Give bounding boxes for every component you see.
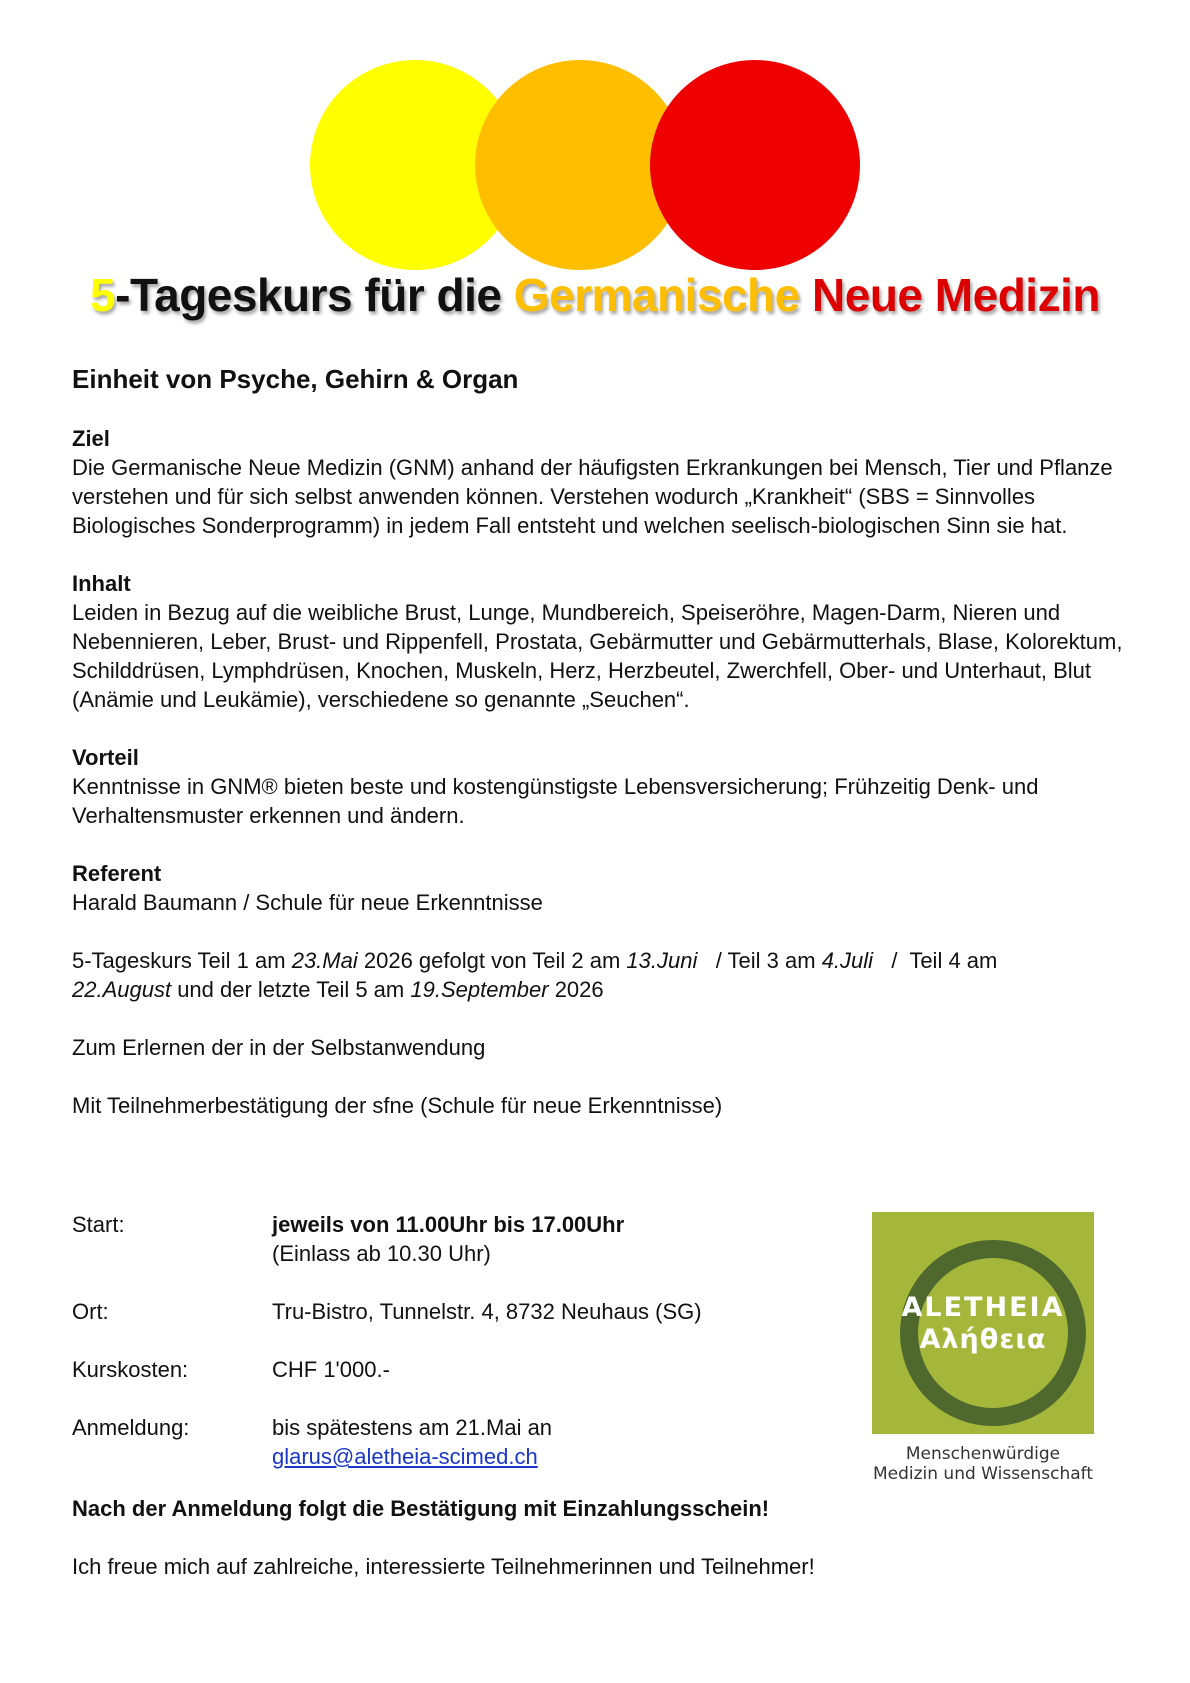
payment-notice: Nach der Anmeldung folgt die Bestätigung mit Einzahlungsschein! bbox=[72, 1496, 770, 1521]
red-circle bbox=[650, 60, 860, 270]
detail-row-anmeldung bbox=[72, 1413, 832, 1471]
schedule-text: / Teil 3 am bbox=[697, 948, 822, 973]
section-referent bbox=[72, 859, 1132, 917]
course-details bbox=[72, 1210, 832, 1500]
schedule-text: 2026 gefolgt von Teil 2 am bbox=[357, 948, 627, 973]
schedule-paragraph bbox=[72, 946, 1132, 1004]
section-heading: Referent bbox=[72, 861, 162, 886]
email-link[interactable]: glarus@aletheia-scimed.ch bbox=[272, 1444, 538, 1469]
section-vorteil bbox=[72, 743, 1132, 830]
schedule-date: 19.September bbox=[410, 977, 549, 1002]
subtitle: Einheit von Psyche, Gehirn & Organ bbox=[72, 364, 519, 394]
logo-text-latin: ALETHEIA bbox=[901, 1292, 1065, 1323]
logo-caption-line: Menschenwürdige bbox=[905, 1444, 1061, 1464]
detail-label: Start: bbox=[72, 1212, 125, 1237]
aletheia-logo bbox=[872, 1212, 1094, 1434]
main-content bbox=[72, 362, 1132, 1149]
detail-label: Anmeldung: bbox=[72, 1415, 190, 1440]
detail-row-kosten bbox=[72, 1355, 832, 1384]
schedule-text: 2026 bbox=[548, 977, 604, 1002]
logo-caption bbox=[860, 1444, 1106, 1484]
detail-value bbox=[272, 1413, 832, 1471]
detail-value bbox=[272, 1210, 832, 1268]
detail-value: CHF 1'000.- bbox=[272, 1357, 390, 1382]
footer bbox=[72, 1494, 1132, 1581]
section-ziel bbox=[72, 424, 1132, 540]
detail-label: Ort: bbox=[72, 1299, 109, 1324]
schedule-text: und der letzte Teil 5 am bbox=[171, 977, 411, 1002]
anmeldung-deadline: bis spätestens am 21.Mai an bbox=[272, 1415, 553, 1440]
detail-row-ort bbox=[72, 1297, 832, 1326]
section-inhalt bbox=[72, 569, 1132, 714]
section-heading: Vorteil bbox=[72, 745, 139, 770]
start-time: jeweils von 11.00Uhr bis 17.00Uhr bbox=[272, 1212, 625, 1237]
detail-row-start bbox=[72, 1210, 832, 1268]
detail-value: Tru-Bistro, Tunnelstr. 4, 8732 Neuhaus (SG) bbox=[272, 1299, 702, 1324]
schedule-text: / Teil 4 am bbox=[873, 948, 1004, 973]
title-part-1: -Tageskurs für die bbox=[115, 269, 514, 321]
section-body: Kenntnisse in GNM® bieten beste und kostengünstigste Lebensversicherung; Frühzeitig Denk- und Verhaltensmuster erkennen und ändern. bbox=[72, 774, 1039, 828]
closing-line: Ich freue mich auf zahlreiche, interessierte Teilnehmerinnen und Teilnehmer! bbox=[72, 1554, 815, 1579]
detail-label: Kurskosten: bbox=[72, 1357, 189, 1382]
logo-caption-line: Medizin und Wissenschaft bbox=[872, 1464, 1094, 1484]
section-body: Leiden in Bezug auf die weibliche Brust, Lunge, Mundbereich, Speiseröhre, Magen-Darm, Nieren und Nebennieren, Leber, Brust- und Rippenfell, Prostata, Gebärmutter und Gebärmutterhals, Blase, Kolorektum, Schilddrüsen, Lymphdrüsen, Knochen, Muskeln, Herz, Herzbeutel, Zwerchfell, Ober- und Unterhaut, Blut (Anämie und Leukämie), verschiedene so genannte „Seuchen“. bbox=[72, 600, 1123, 712]
schedule-date: 13.Juni bbox=[626, 948, 698, 973]
section-heading: Ziel bbox=[72, 426, 110, 451]
learn-paragraph: Zum Erlernen der in der Selbstanwendung bbox=[72, 1035, 486, 1060]
page-title bbox=[0, 268, 1190, 322]
schedule-date: 4.Juli bbox=[821, 948, 874, 973]
confirm-paragraph: Mit Teilnehmerbestätigung der sfne (Schule für neue Erkenntnisse) bbox=[72, 1093, 723, 1118]
schedule-text: 5-Tageskurs Teil 1 am bbox=[72, 948, 292, 973]
section-body: Die Germanische Neue Medizin (GNM) anhand der häufigsten Erkrankungen bei Mensch, Tier und Pflanze verstehen und für sich selbst anwenden können. Verstehen wodurch „Krankheit“ (SBS = Sinnvolles Biologisches Sonderprogramm) in jedem Fall entsteht und welchen seelisch-biologischen Sinn sie hat. bbox=[72, 455, 1113, 538]
title-number: 5 bbox=[90, 269, 116, 321]
schedule-date: 22.August bbox=[72, 977, 172, 1002]
title-part-3: Neue Medizin bbox=[799, 269, 1100, 321]
logo-text-greek: Αλήθεια bbox=[919, 1324, 1047, 1355]
start-note: (Einlass ab 10.30 Uhr) bbox=[272, 1241, 491, 1266]
section-heading: Inhalt bbox=[72, 571, 131, 596]
schedule-date: 23.Mai bbox=[291, 948, 358, 973]
decorative-circles bbox=[0, 0, 1190, 280]
section-body: Harald Baumann / Schule für neue Erkenntnisse bbox=[72, 890, 543, 915]
title-part-2: Germanische bbox=[513, 269, 800, 321]
